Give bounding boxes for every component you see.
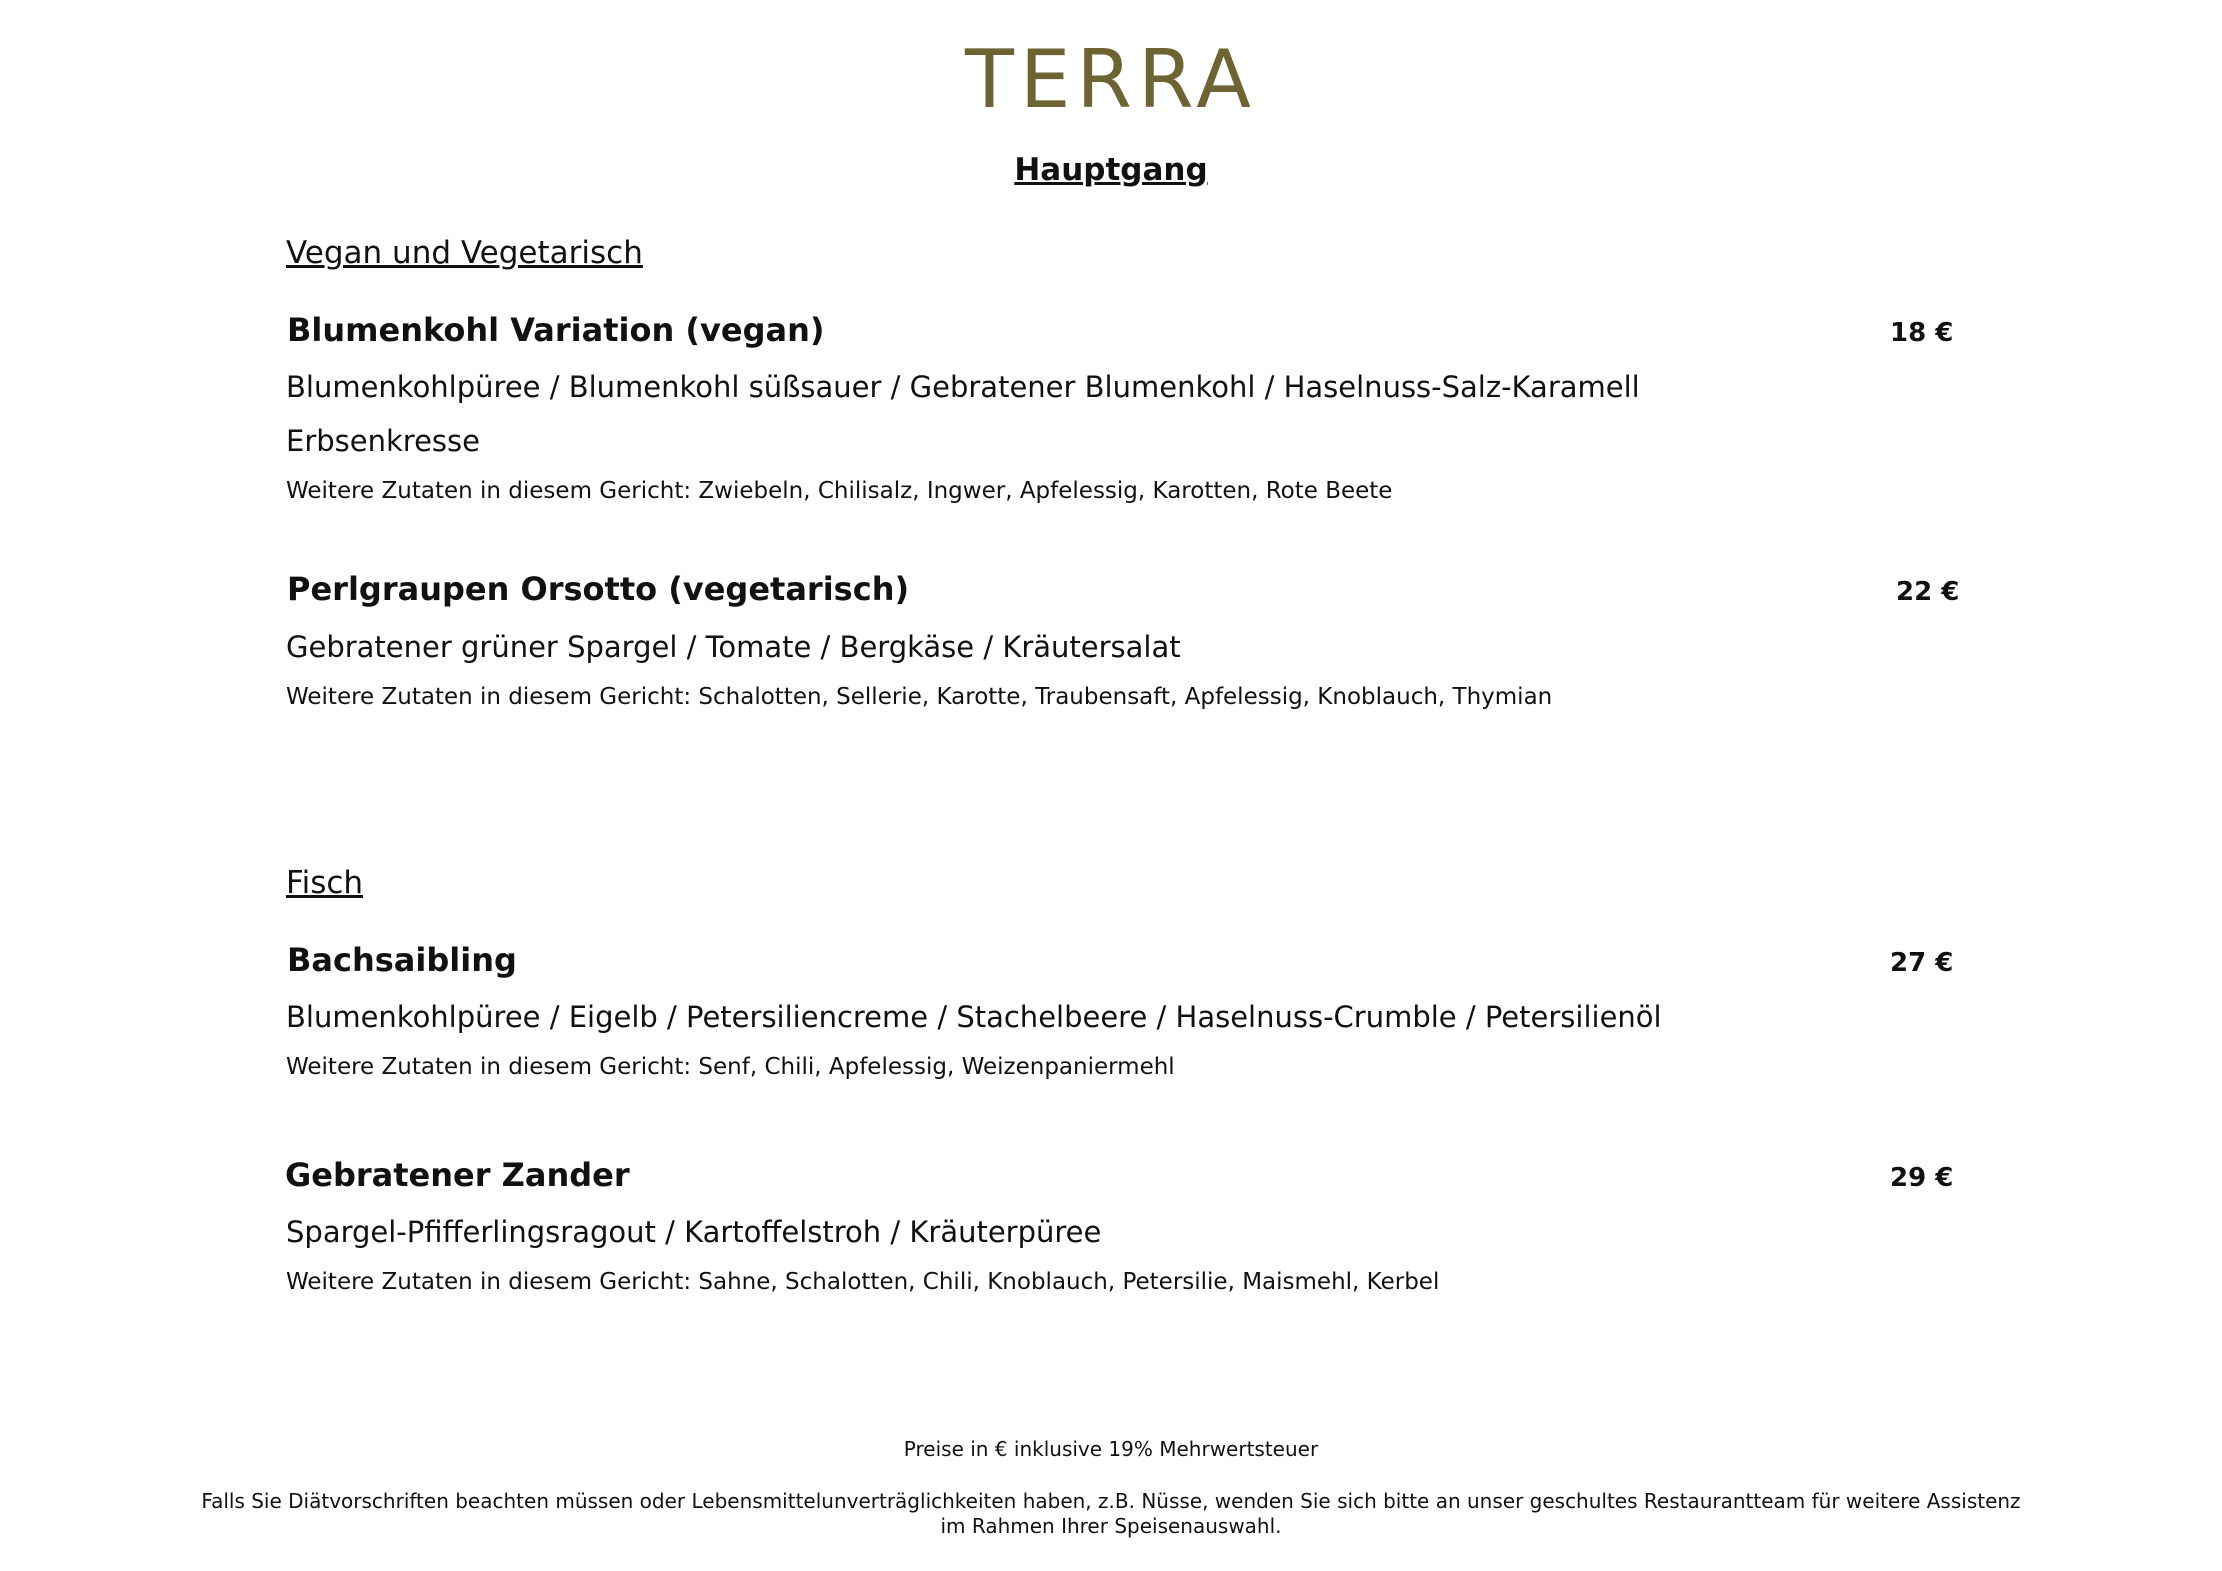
price-note: Preise in € inklusive 19% Mehrwertsteuer: [903, 1437, 1319, 1461]
dish-price-perlgraupen-orsotto: 22 €: [1896, 577, 1960, 607]
terra-logo: TERRA: [964, 33, 1258, 126]
dish-description-blumenkohl-line-1: Blumenkohlpüree / Blumenkohl süßsauer / Gebratener Blumenkohl / Haselnuss-Salz-Karamell: [286, 370, 1640, 404]
dish-price-bachsaibling: 27 €: [1890, 948, 1954, 978]
dish-description-blumenkohl-line-2: Erbsenkresse: [286, 424, 480, 458]
dish-name-blumenkohl: Blumenkohl Variation (vegan): [287, 311, 825, 349]
dish-ingredients-bachsaibling: Weitere Zutaten in diesem Gericht: Senf, Chili, Apfelessig, Weizenpaniermehl: [286, 1054, 1175, 1080]
allergy-note-line-2: im Rahmen Ihrer Speisenauswahl.: [940, 1514, 1282, 1538]
dish-price-blumenkohl: 18 €: [1890, 318, 1954, 348]
dish-description-gebratener-zander: Spargel-Pfifferlingsragout / Kartoffelstroh / Kräuterpüree: [286, 1215, 1102, 1249]
dish-name-gebratener-zander: Gebratener Zander: [285, 1156, 630, 1194]
dish-name-perlgraupen-orsotto: Perlgraupen Orsotto (vegetarisch): [287, 570, 910, 608]
section-title-vegan-vegetarisch: Vegan und Vegetarisch: [286, 235, 643, 271]
dish-name-bachsaibling: Bachsaibling: [287, 941, 517, 979]
dish-ingredients-gebratener-zander: Weitere Zutaten in diesem Gericht: Sahne, Schalotten, Chili, Knoblauch, Petersilie, Maismehl, Kerbel: [286, 1269, 1440, 1295]
page-title: Hauptgang: [1014, 152, 1208, 188]
dish-description-bachsaibling: Blumenkohlpüree / Eigelb / Petersiliencreme / Stachelbeere / Haselnuss-Crumble / Petersilienöl: [286, 1000, 1662, 1034]
allergy-note-line-1: Falls Sie Diätvorschriften beachten müssen oder Lebensmittelunverträglichkeiten haben, z.B. Nüsse, wenden Sie sich bitte an unser geschultes Restaurantteam für weitere Assistenz: [201, 1489, 2021, 1513]
dish-description-perlgraupen-orsotto: Gebratener grüner Spargel / Tomate / Bergkäse / Kräutersalat: [286, 630, 1181, 664]
dish-ingredients-perlgraupen-orsotto: Weitere Zutaten in diesem Gericht: Schalotten, Sellerie, Karotte, Traubensaft, Apfelessig, Knoblauch, Thymian: [286, 684, 1553, 710]
section-title-fisch: Fisch: [286, 865, 364, 901]
dish-ingredients-blumenkohl: Weitere Zutaten in diesem Gericht: Zwiebeln, Chilisalz, Ingwer, Apfelessig, Karotten, Rote Beete: [286, 478, 1393, 504]
dish-price-gebratener-zander: 29 €: [1890, 1163, 1954, 1193]
